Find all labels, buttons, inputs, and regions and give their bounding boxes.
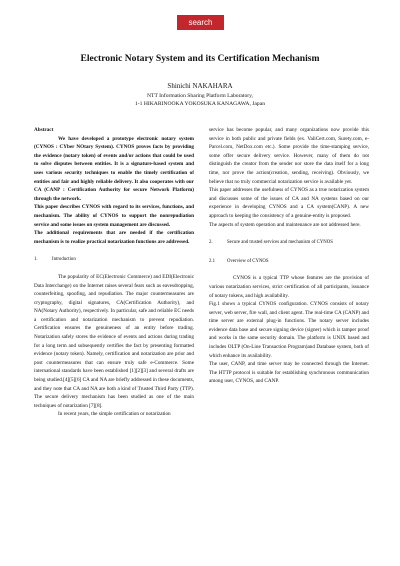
section-2-1-heading	[209, 258, 369, 267]
body-paragraph-6: The user, CANP, and time server may be connected through the Internet. The HTTP protocol is suitable for establishing synchronous communication among user, CYNOS, and CANP.	[209, 361, 369, 385]
left-column	[34, 126, 194, 419]
body-paragraph-4: CYNOS is a typical TTP whose features are the provision of various notarization services, strict certification of all participants, issuance of notary tokens, and high availability.	[209, 275, 369, 299]
section-2-number: 2.	[209, 240, 213, 246]
abstract-paragraph-1: We have developed a prototype electronic notary system (CYNOS : CYber NOtary System). CYNOS proves facts by providing the evidence (notary token) of events and/or actions that could be used to solve disputes between entities. It is a signature-based system and uses various security techniques to enable the timely certification of entities and fair and highly reliable delivery. It also cooperates with our CA (CANP : Certification Authority for secure Network Platform) through the network.	[34, 135, 194, 202]
section-1-heading	[34, 256, 194, 265]
right-column	[209, 126, 369, 386]
section-2-title: Secure and trusted services and mechanism of CYNOS	[227, 240, 333, 246]
body-paragraph-5: Fig.1 shows a typical CYNOS configuration. CYNOS consists of notary server, web server, fire wall, and client agent. The real-time CA (CANP) and time server are external plug-in functions. The notary server includes evidence data base and secure signing device (signer) which is tamper proof and works in the same security domain. The platform is UNIX based and includes OLTP (On-Line Transaction Program)and Database system, both of which enhance its availability.	[209, 301, 369, 359]
section-1-title: Introduction	[52, 257, 76, 263]
body-paragraph-2: This paper addresses the usefulness of CYNOS as a true notarization system and discusses some of the issues of CA and NA systems based on our experience in developing CYNOS and a CA system(CANP). A new approach to keeping the consistency of a genuine-entity is proposed.	[209, 187, 369, 219]
intro-paragraph-2: In recent years, the simple certification or notarization	[58, 411, 171, 418]
author-name: Shinichi NAKAHARA	[167, 82, 233, 90]
paper-title: Electronic Notary System and its Certification Mechanism	[80, 53, 320, 64]
abstract-heading: Abstract	[34, 127, 54, 133]
affiliation-line-2: 1-1 HIKARINOOKA YOKOSUKA KANAGAWA, Japan	[134, 101, 265, 107]
abstract-paragraph-2: This paper describes CYNOS with regard to its services, functions, and mechanism. The ability of CYNOS to support the nonrepudiation service and some issues on system management are discussed.	[34, 204, 194, 228]
body-paragraph-3: The aspects of system operation and maintenance are not addressed here.	[209, 221, 361, 228]
section-2-heading	[209, 239, 369, 248]
intro-paragraph-1: The popularity of EC(Electronic Commerce) and EDI(Electronic Data Interchange) on the Internet raises several fears such as eavesdropping, counterfeiting, spoofing, and repudiation. The major countermeasures are cryptography, digital signatures, CA(Certification Authority), and NA(Notary Authority), respectively. In particular, safe and reliable EC needs a certification and notarization mechanism to prevent repudiation. Certification ensures the genuineness of an entity before trading. Notarization safely stores the evidence of events and actions during trading for a long term and subsequently certifies the fact by presenting formatted evidence (notary token). Namely, certification and notarization are prior and post countermeasures that can ensure truly safe e-Commerce. Some international standards have been established [1][2][3] and several drafts are being studied.[4][5][6] CA and NA are briefly addressed in these documents, and they note that CA and NA are both a kind of Trusted Third Party (TTP). The secure delivery mechanism has been studied as one of the main techniques of notarization [7][8].	[34, 273, 194, 409]
affiliation-line-1: NTT Information Sharing Platform Laboratory,	[147, 93, 253, 99]
section-1-number: 1.	[34, 257, 38, 263]
search-button[interactable]: search	[177, 15, 224, 30]
section-2-1-number: 2.1	[209, 258, 215, 264]
abstract-paragraph-3: The additional requirements that are needed if the certification mechanism is to realize practical notarization functions are addressed.	[34, 230, 194, 245]
section-2-1-title: Overview of CYNOS	[227, 258, 269, 264]
body-paragraph-1: service has become popular, and many organizations now provide this service in both public and private fields (ex. ValiCert.com, Surety.com, e-Parcel.com, NetDox.com etc.). Some provide the time-stamping service, some offer secure delivery service. However, many of them do not distinguish the creator from the sender nor store the data itself for a long time, nor prove the action(creation, sending, receiving). Obviously, we believe that no truly commercial notarization service is available yet.	[209, 127, 369, 185]
